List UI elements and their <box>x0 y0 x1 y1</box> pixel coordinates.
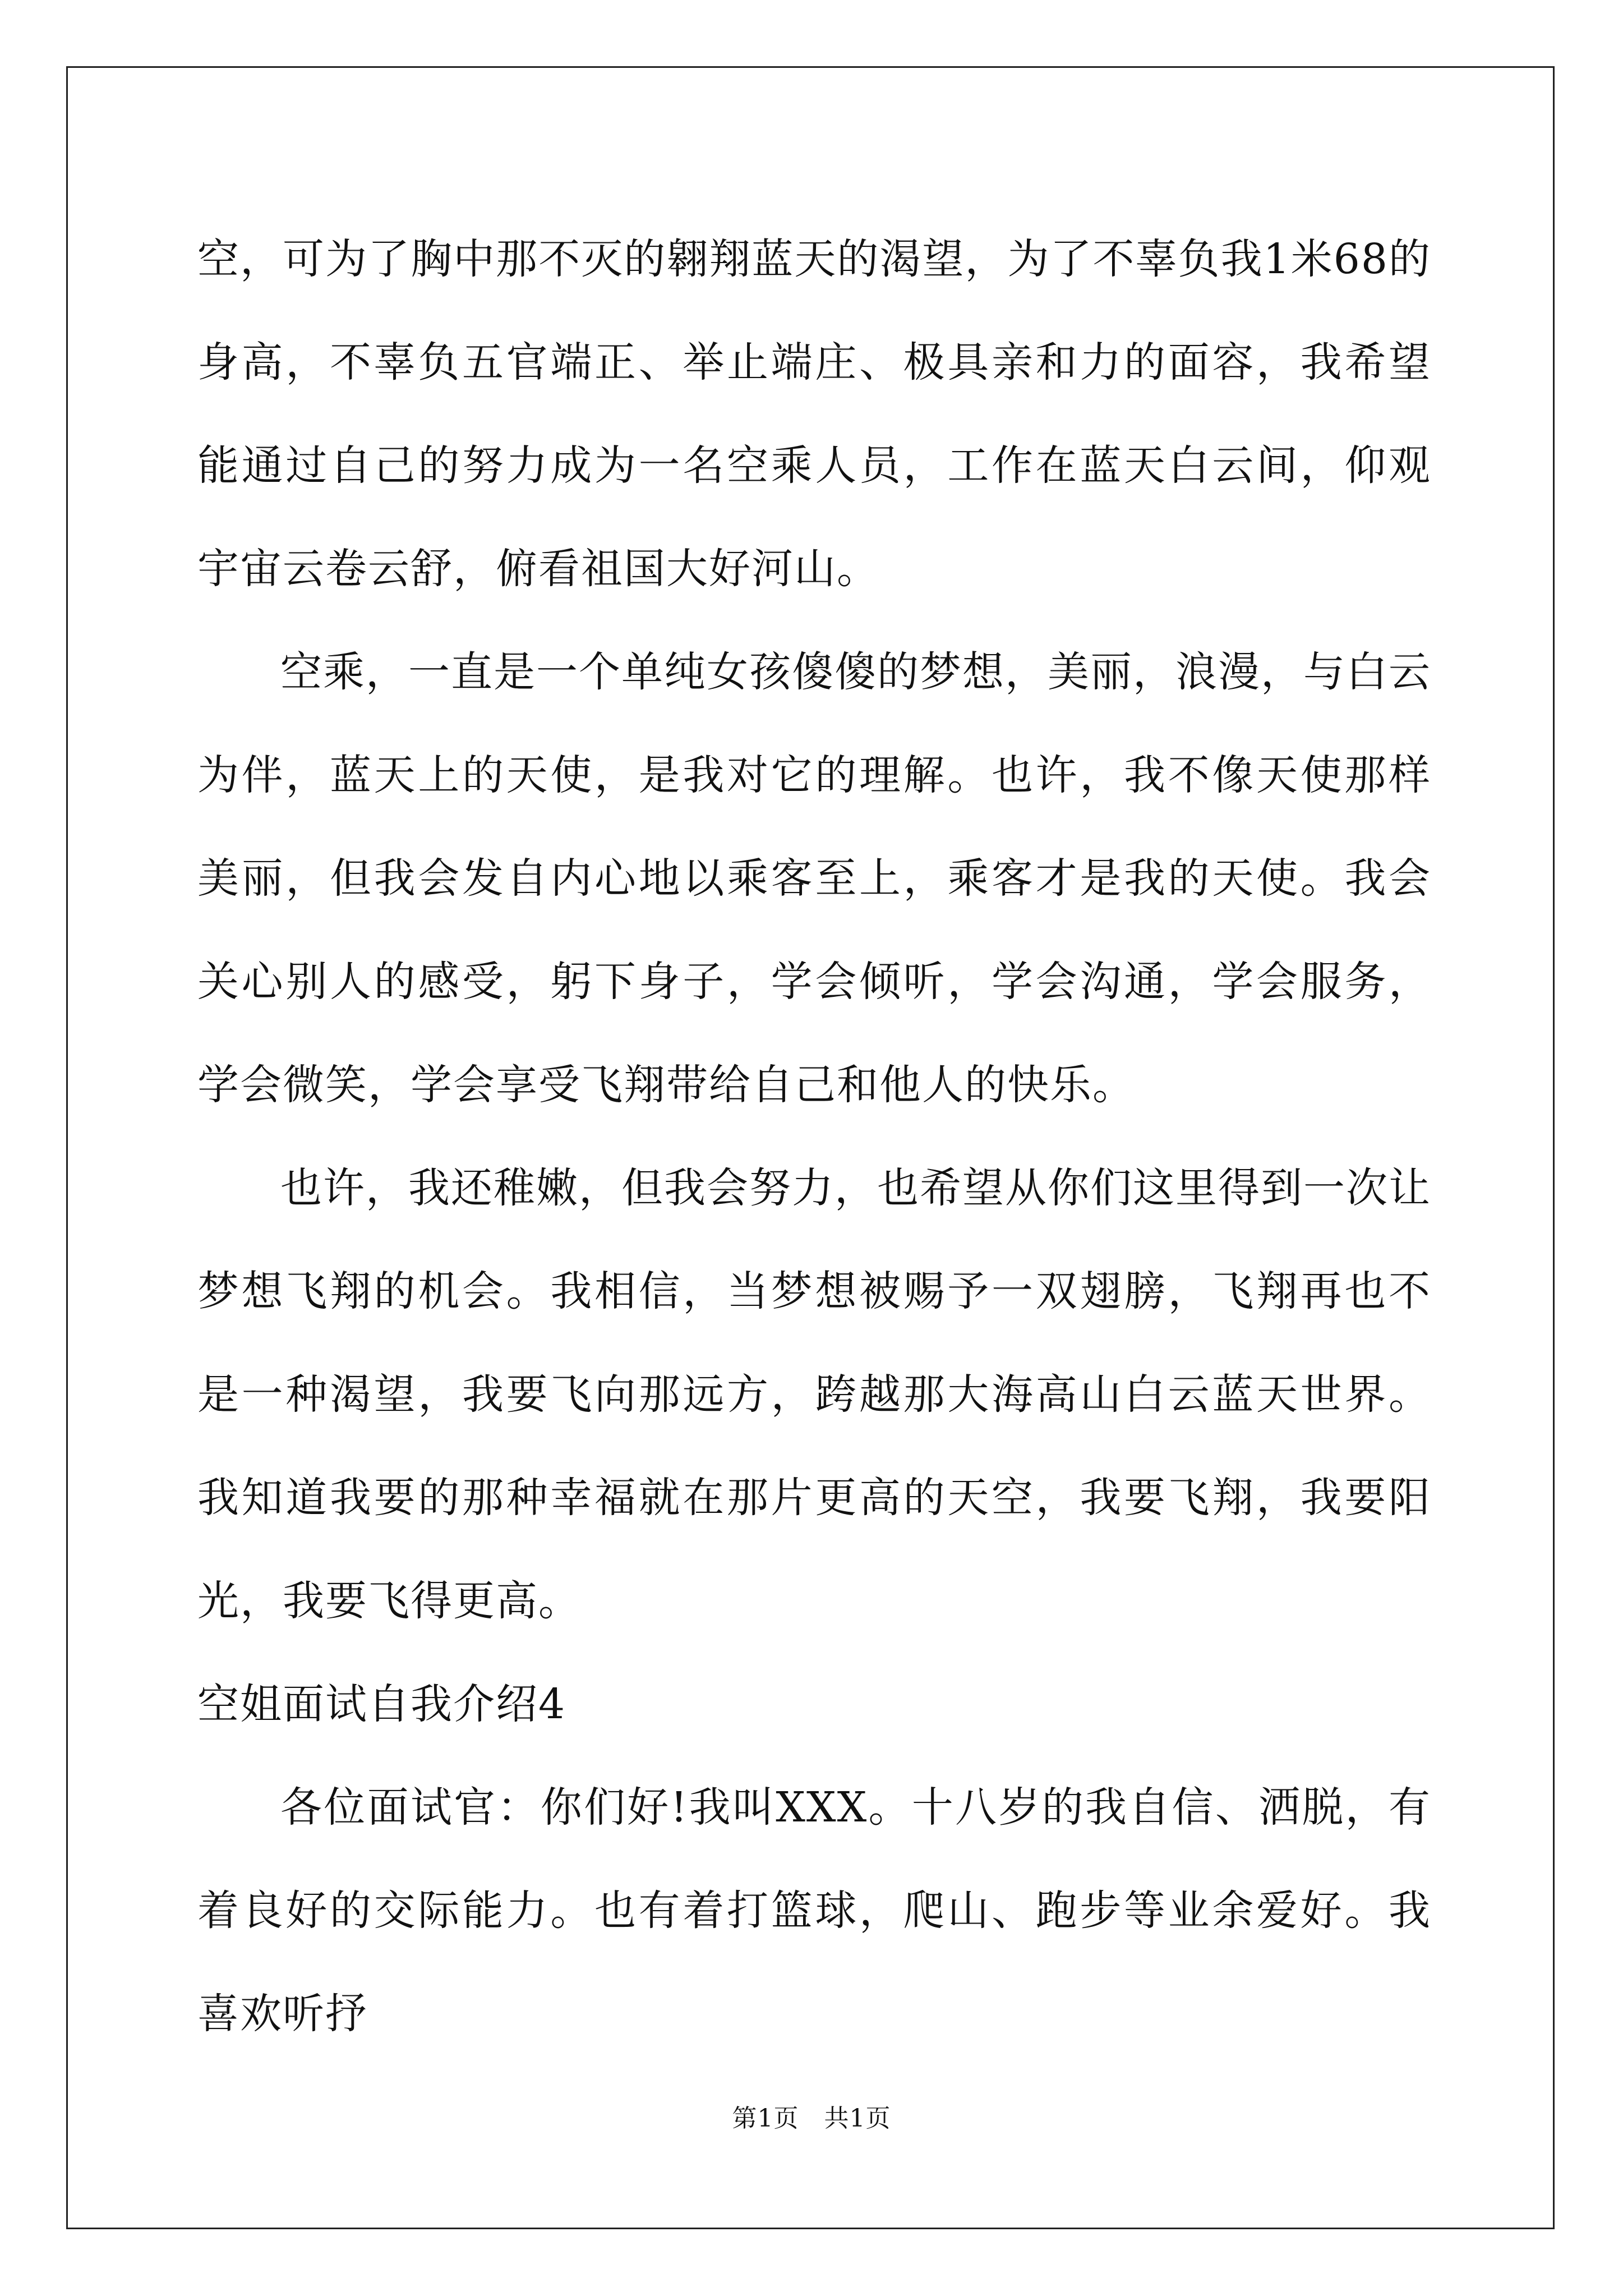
paragraph-2: 空乘，一直是一个单纯女孩傻傻的梦想，美丽，浪漫，与白云为伴，蓝天上的天使，是我对它的理解。也许，我不像天使那样美丽，但我会发自内心地以乘客至上，乘客才是我的天使。我会关心别人的感受，躬下身子，学会倾听，学会沟通，学会服务，学会微笑，学会享受飞翔带给自己和他人的快乐。 <box>197 648 1431 1109</box>
paragraph-4: 各位面试官：你们好!我叫XXX。十八岁的我自信、洒脱，有着良好的交际能力。也有着打篮球，爬山、跑步等业余爱好。我喜欢听抒 <box>197 1783 1431 2038</box>
paragraph-3: 也许，我还稚嫩，但我会努力，也希望从你们这里得到一次让梦想飞翔的机会。我相信，当梦想被赐予一双翅膀，飞翔再也不是一种渴望，我要飞向那远方，跨越那大海高山白云蓝天世界。我知道我要的那种幸福就在那片更高的天空，我要飞翔，我要阳光，我要飞得更高。 <box>197 1164 1431 1625</box>
page-footer: 第1页 共1页 <box>732 2104 891 2133</box>
document-body <box>197 208 1431 2065</box>
paragraph-1: 空，可为了胸中那不灭的翱翔蓝天的渴望，为了不辜负我1米68的身高，不辜负五官端正、举止端庄、极具亲和力的面容，我希望能通过自己的努力成为一名空乘人员，工作在蓝天白云间，仰观宇宙云卷云舒，俯看祖国大好河山。 <box>197 235 1431 593</box>
section-heading: 空姐面试自我介绍4 <box>197 1680 566 1728</box>
